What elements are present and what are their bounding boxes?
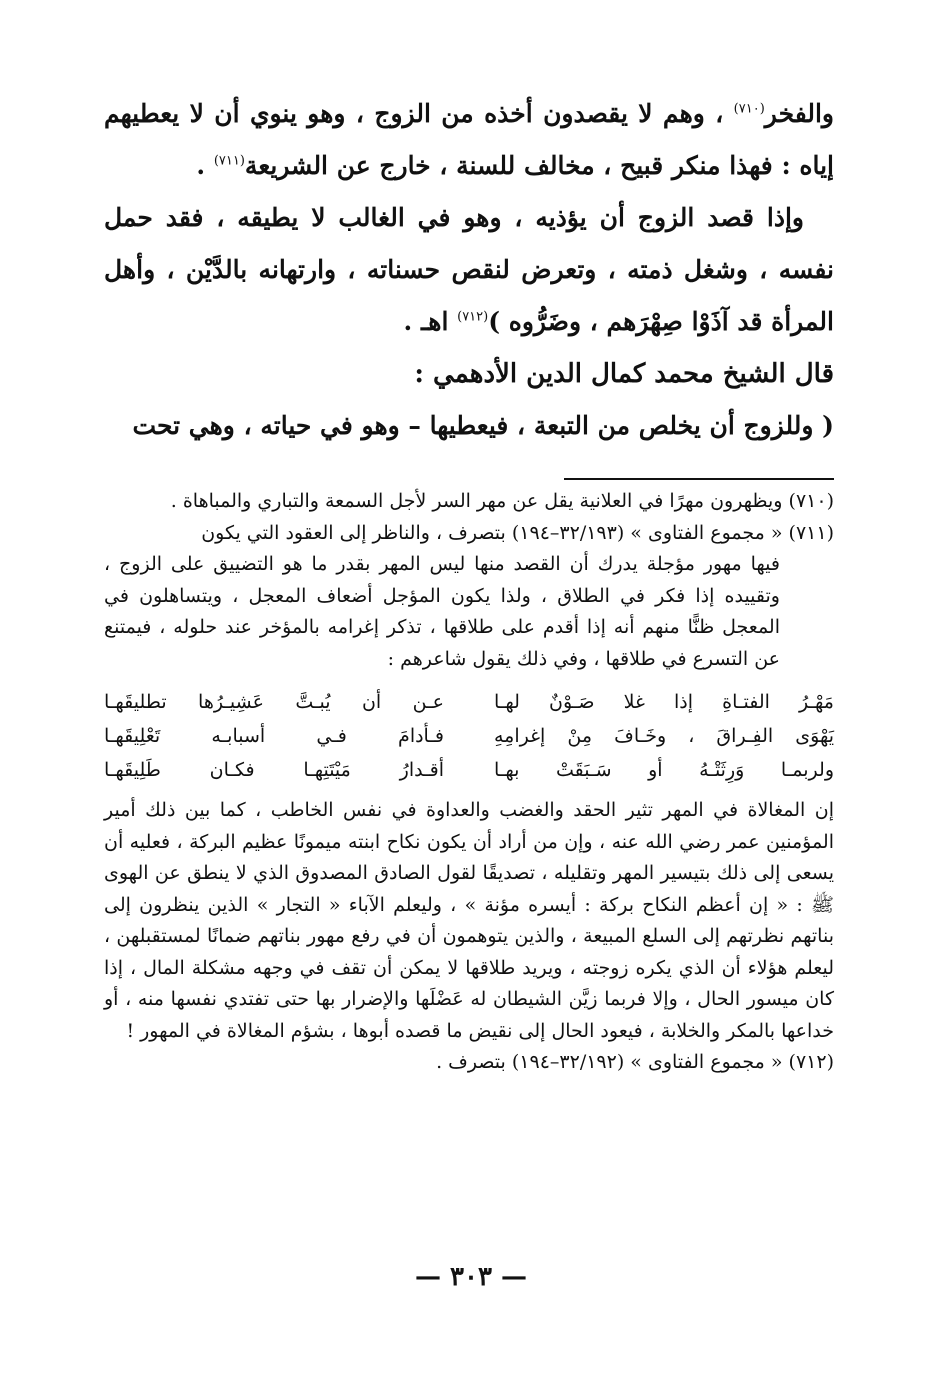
section-heading: قال الشيخ محمد كمال الدين الأدهمي : bbox=[414, 359, 834, 389]
poem-verse bbox=[104, 753, 834, 787]
paragraph-3: ( وللزوج أن يخلص من التبعة ، فيعطيها – وهو في حياته ، وهي تحت bbox=[132, 411, 834, 440]
paragraph-2 bbox=[104, 192, 834, 348]
footnote-712: (٧١٢) « مجموع الفتاوى » (٣٢/١٩٢–١٩٤) بتصرف . bbox=[436, 1051, 834, 1073]
poem-hemistich-second: أقـدارُ مَيْتَتِهـا فكـان طَلِيقَهـا bbox=[104, 759, 444, 781]
paragraph-1-start: والفخر bbox=[764, 99, 834, 128]
poem-hemistich-first: ولربمـا وَرِثَتْـهُ أو سَـبَقَتْ بهـا bbox=[494, 759, 834, 781]
poem-hemistich-first: يَهْوَى الفِـراقَ ، وخَـافَ مِنْ إغرامِهِ bbox=[494, 725, 834, 747]
poem-hemistich-first: مَهْـرُ الفتـاةِ إذا غلا صَـوْنٌ لهـا bbox=[494, 691, 834, 713]
footnote-ref-711: (٧١١) bbox=[213, 153, 245, 169]
main-text bbox=[104, 88, 834, 452]
footnote-ref-710: (٧١٠) bbox=[733, 101, 765, 117]
footnote-711: (٧١١) « مجموع الفتاوى » (٣٢/١٩٣–١٩٤) بتصرف ، والناظر إلى العقود التي يكون bbox=[201, 521, 834, 544]
footnote-separator bbox=[564, 478, 834, 480]
poem-hemistich-second: فـأدامَ فـي أسبابـه تَعْلِيقَهـا bbox=[104, 725, 444, 747]
footnotes bbox=[104, 486, 834, 1079]
paragraph-1-end: . bbox=[196, 151, 214, 180]
poem-verse bbox=[104, 685, 834, 719]
paragraph-2-end: اهـ . bbox=[403, 307, 458, 336]
paragraph-2-body: وإذا قصد الزوج أن يؤذيه ، وهو في الغالب لا يطيقه ، فقد حمل نفسه ، وشغل ذمته ، وتعرض لنقص حسناته ، وارتهانه بالدَّيْن ، وأهل المرأة قد آذَوْا صِهْرَهم ، وضَرُّوه ) bbox=[104, 203, 834, 336]
footnote-711-commentary: إن المغالاة في المهر تثير الحقد والغضب والعداوة في نفس الخاطب ، كما بين ذلك أمير المؤمنين عمر رضي الله عنه ، وإن من أراد أن يكون نكاح ابنته ميمونًا عظيم البركة ، فعليه أن يسعى إلى ذلك بتيسير المهر وتقليله ، تصديقًا لقول الصادق المصدوق الذي لا ينطق عن الهوى ﷺ : « إن أعظم النكاح بركة : أيسره مؤنة » ، وليعلم الآباء « التجار » الذين ينظرون إلى بناتهم نظرتهم إلى السلع المبيعة ، والذين يتوهمون أن في رفع مهور بناتهم ضمانًا لمستقبلهن ، ليعلم هؤلاء أن الذي يكره زوجته ، ويريد طلاقها لا يمكن أن تقف في وجهه مشكلة المال ، إذا كان ميسور الحال ، وإلا فربما زيَّن الشيطان له عَضْلَها والإضرار بها حتى تفتدي نفسها منه ، أو خداعها بالمكر والخلابة ، فيعود الحال إلى نقيض ما قصده أبوها ، بشؤم المغالاة في المهور ! bbox=[104, 799, 834, 1042]
footnote-710: (٧١٠) ويظهرون مهرًا في العلانية يقل عن مهر السر لأجل السمعة والتباري والمباهاة . bbox=[170, 490, 834, 512]
footnote-711-continuation: فيها مهور مؤجلة يدرك أن القصد منها ليس المهر بقدر ما هو التضييق على الزوج ، وتقييده إذا فكر في الطلاق ، ولذا يكون المؤجل أضعاف المعجل ، ويتساهلون في المعجل ظنًّا منهم أنه إذا أقدم على طلاقها ، تذكر إغرامه بالمؤخر عند حلوله ، فيمتنع عن التسرع في طلاقها ، وفي ذلك يقول شاعرهم : bbox=[104, 553, 780, 670]
paragraph-1-body: ، وهم لا يقصدون أخذه من الزوج ، وهو ينوي أن لا يعطيهم إياه : فهذا منكر قبيح ، مخالف للسنة ، خارج عن الشريعة bbox=[104, 99, 834, 180]
poem bbox=[104, 685, 834, 787]
poem-verse bbox=[104, 719, 834, 753]
poem-hemistich-second: عـن أن يُبـتَّ عَشِيـرُها تطليقَهـا bbox=[104, 691, 444, 713]
page-number: — ٣٠٣ — bbox=[414, 1262, 528, 1292]
footnote-ref-712: (٧١٢) bbox=[457, 309, 489, 325]
paragraph-1 bbox=[104, 88, 834, 192]
